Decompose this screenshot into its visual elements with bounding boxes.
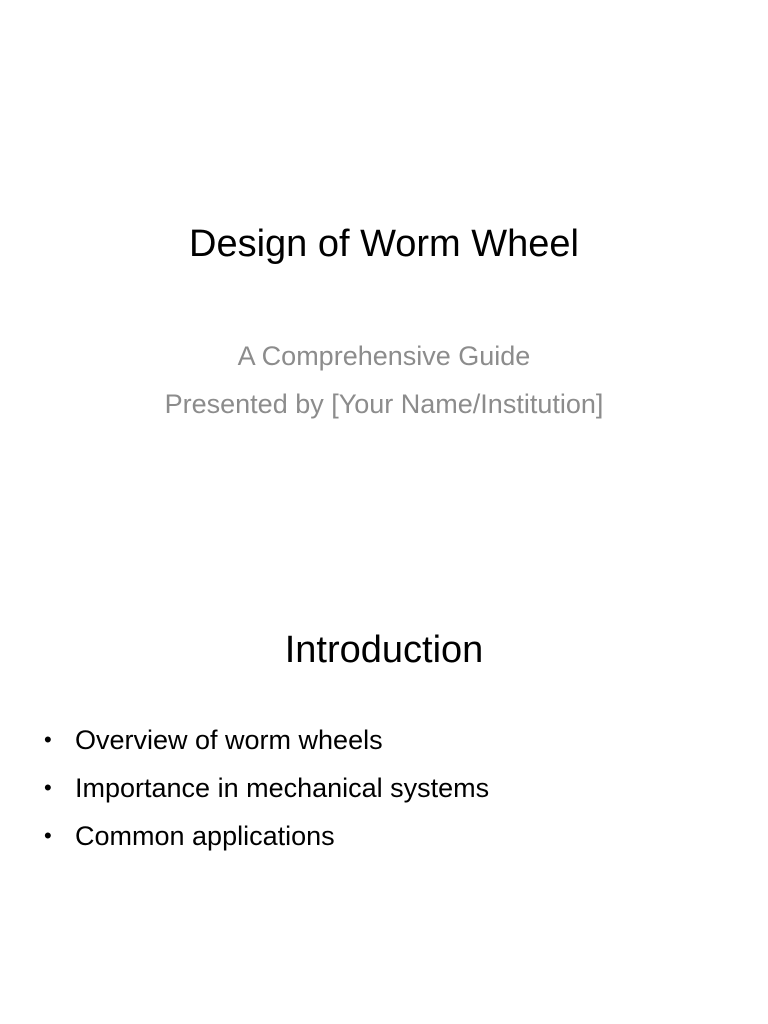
subtitle-line-presenter: Presented by [Your Name/Institution] [164, 389, 604, 419]
introduction-slide [0, 576, 768, 1024]
slide-subtitle [0, 332, 768, 428]
bullet-text: Common applications [75, 821, 335, 851]
bullet-icon: • [44, 823, 52, 848]
bullet-icon: • [44, 727, 52, 752]
bullet-text: Importance in mechanical systems [75, 773, 490, 803]
list-item [44, 764, 489, 812]
introduction-heading: Introduction [284, 629, 484, 671]
bullet-icon: • [44, 775, 52, 800]
bullet-list [44, 716, 489, 860]
bullet-text: Overview of worm wheels [75, 725, 383, 755]
subtitle-line-guide: A Comprehensive Guide [237, 341, 531, 371]
slide-title: Design of Worm Wheel [189, 223, 579, 265]
list-item [44, 716, 489, 764]
list-item [44, 812, 489, 860]
